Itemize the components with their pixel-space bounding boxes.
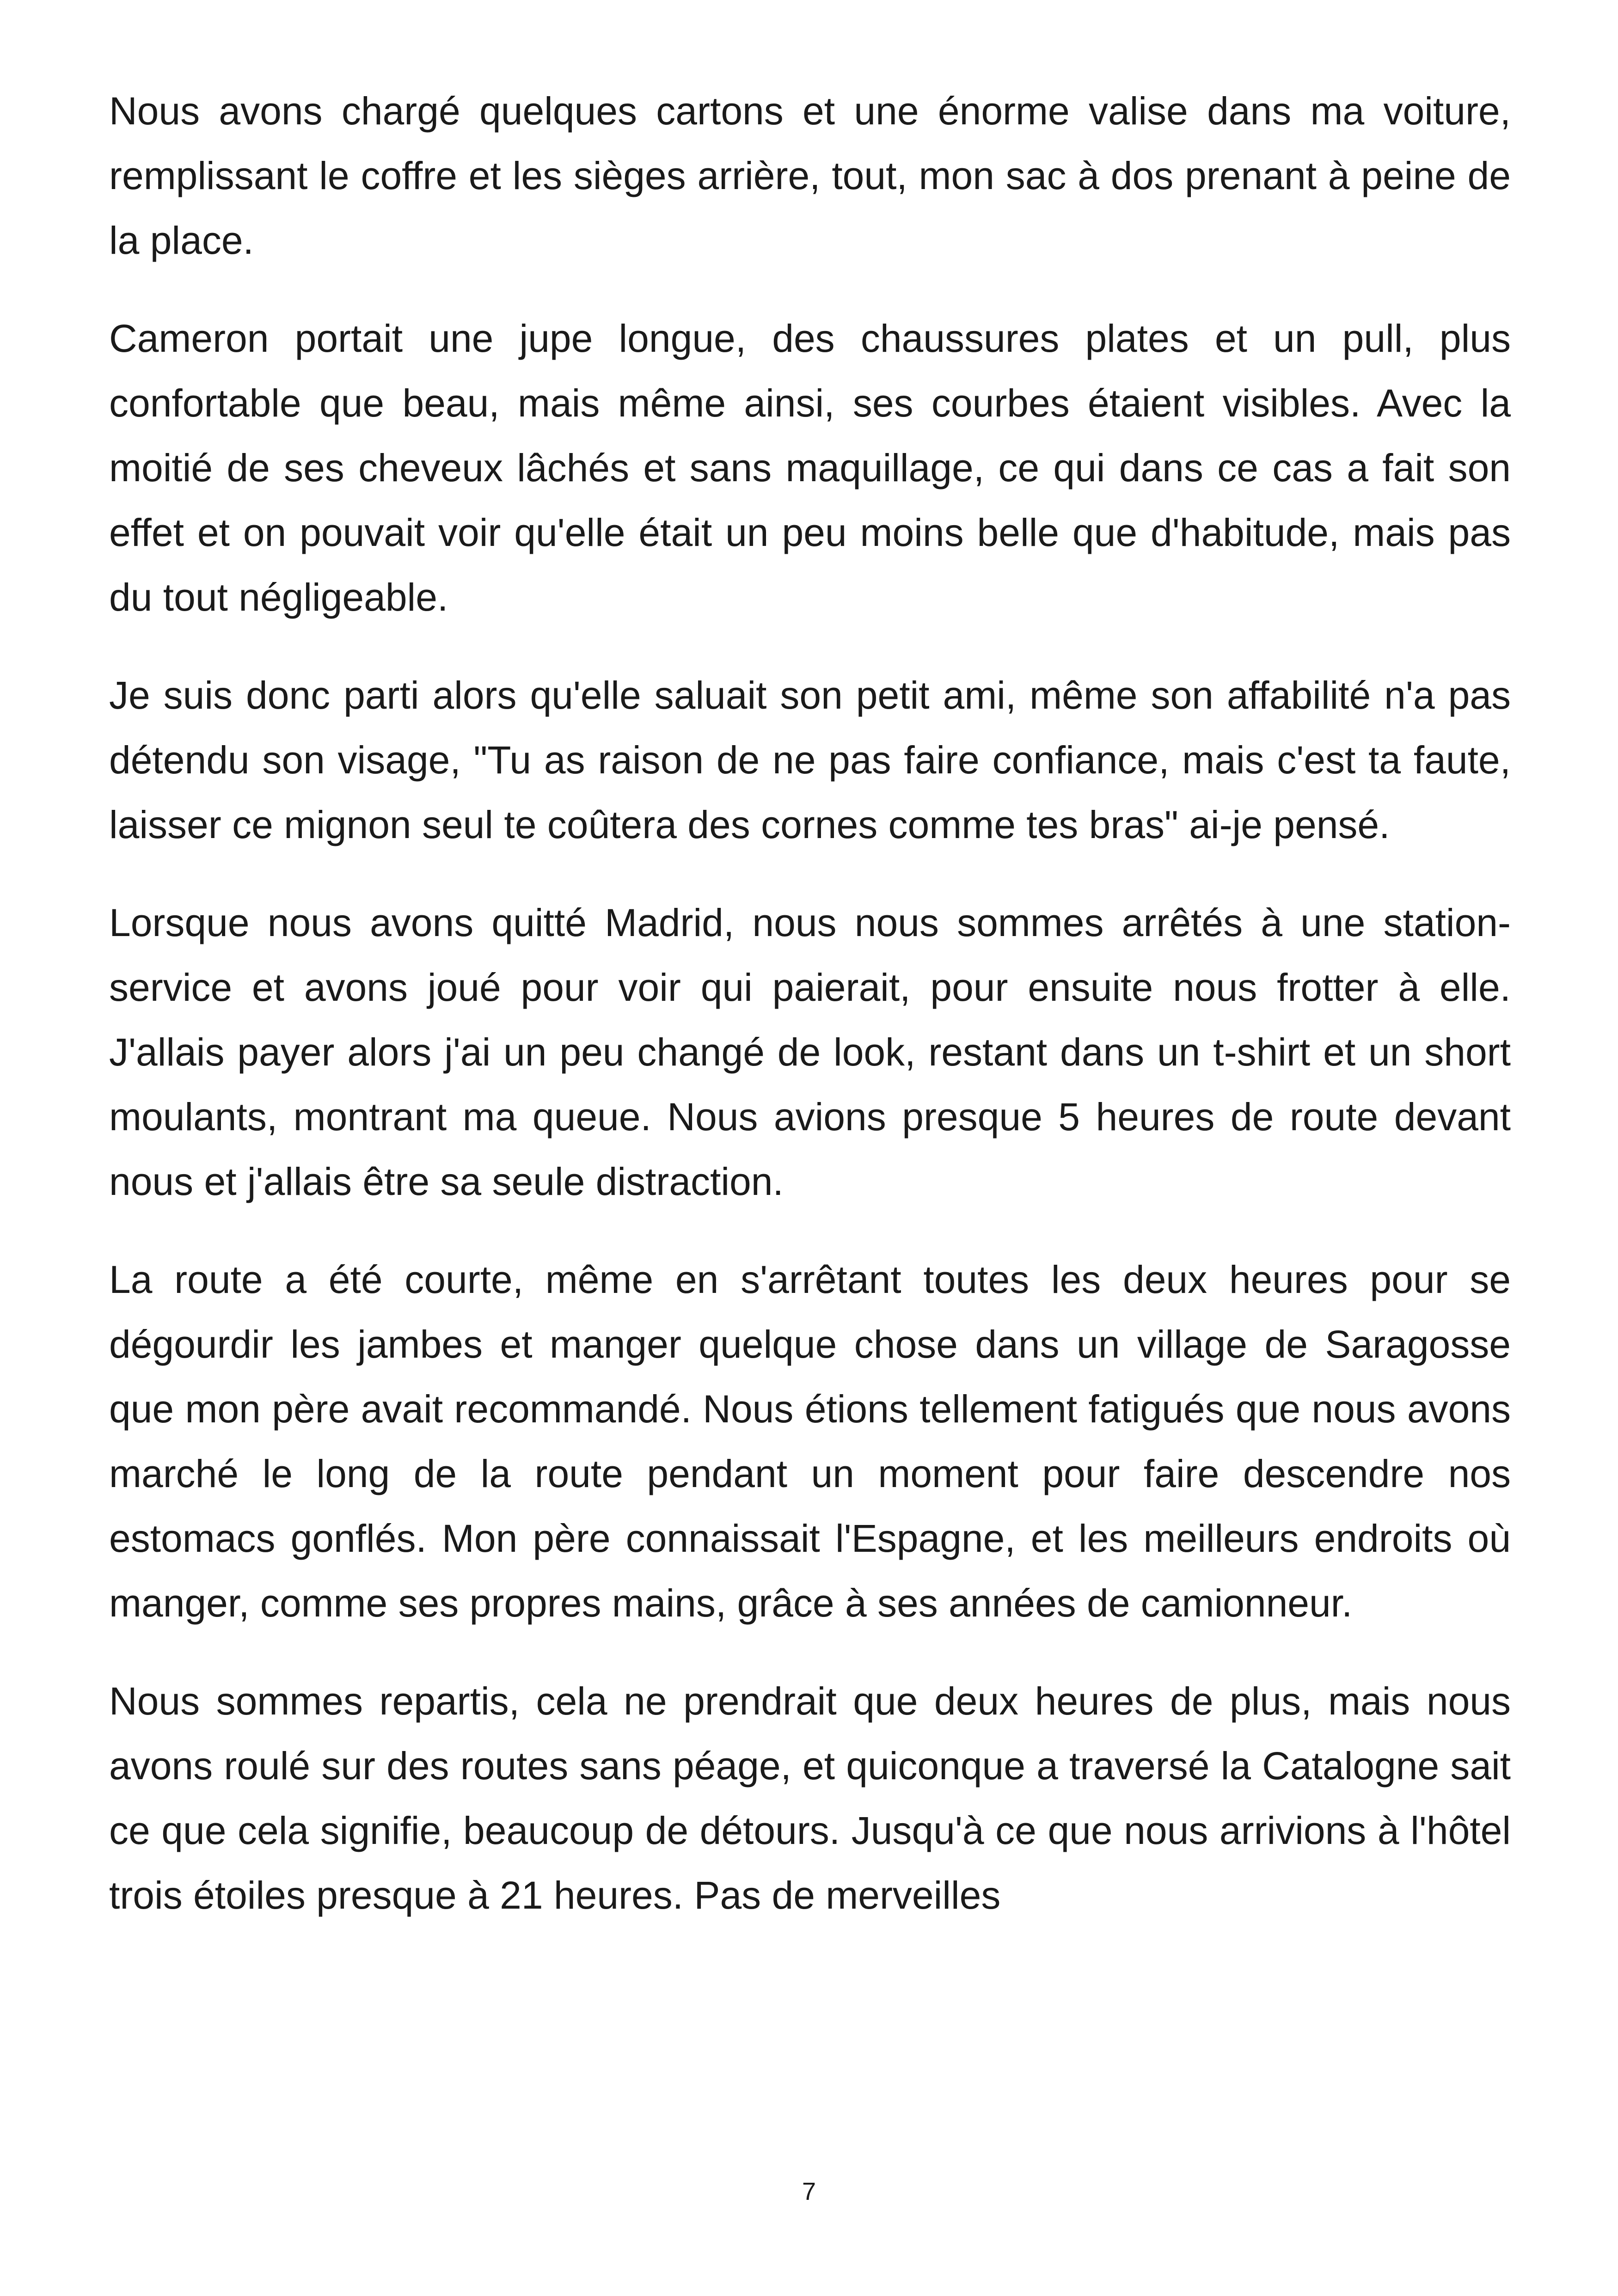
paragraph-4: Lorsque nous avons quitté Madrid, nous nous sommes arrêtés à une station-service et avons joué pour voir qui paierait, pour ensuite nous frotter à elle. J'allais payer alors j'ai un peu changé de look, restant dans un t-shirt et un short moulants, montrant ma queue. Nous avions presque 5 heures de route devant nous et j'allais être sa seule distraction.: [109, 901, 1511, 1203]
paragraph-3: Je suis donc parti alors qu'elle saluait son petit ami, même son affabilité n'a pas détendu son visage, "Tu as raison de ne pas faire confiance, mais c'est ta faute, laisser ce mignon seul te coûtera des cornes comme tes bras" ai-je pensé.: [109, 673, 1511, 846]
paragraph-6: Nous sommes repartis, cela ne prendrait que deux heures de plus, mais nous avons roulé sur des routes sans péage, et quiconque a traversé la Catalogne sait ce que cela signifie, beaucoup de détours. Jusqu'à ce que nous arrivions à l'hôtel trois étoiles presque à 21 heures. Pas de merveilles: [109, 1679, 1511, 1917]
paragraph-2: Cameron portait une jupe longue, des chaussures plates et un pull, plus confortable que beau, mais même ainsi, ses courbes étaient visibles. Avec la moitié de ses cheveux lâchés et sans maquillage, ce qui dans ce cas a fait son effet et on pouvait voir qu'elle était un peu moins belle que d'habitude, mais pas du tout négligeable.: [109, 317, 1511, 619]
paragraph-1: Nous avons chargé quelques cartons et une énorme valise dans ma voiture, remplissant le coffre et les sièges arrière, tout, mon sac à dos prenant à peine de la place.: [109, 89, 1511, 262]
paragraph-5: La route a été courte, même en s'arrêtant toutes les deux heures pour se dégourdir les jambes et manger quelque chose dans un village de Saragosse que mon père avait recommandé. Nous étions tellement fatigués que nous avons marché le long de la route pendant un moment pour faire descendre nos estomacs gonflés. Mon père connaissait l'Espagne, et les meilleurs endroits où manger, comme ses propres mains, grâce à ses années de camionneur.: [109, 1258, 1511, 1625]
body-text: [109, 79, 1511, 1961]
page-number: 7: [802, 2178, 816, 2205]
